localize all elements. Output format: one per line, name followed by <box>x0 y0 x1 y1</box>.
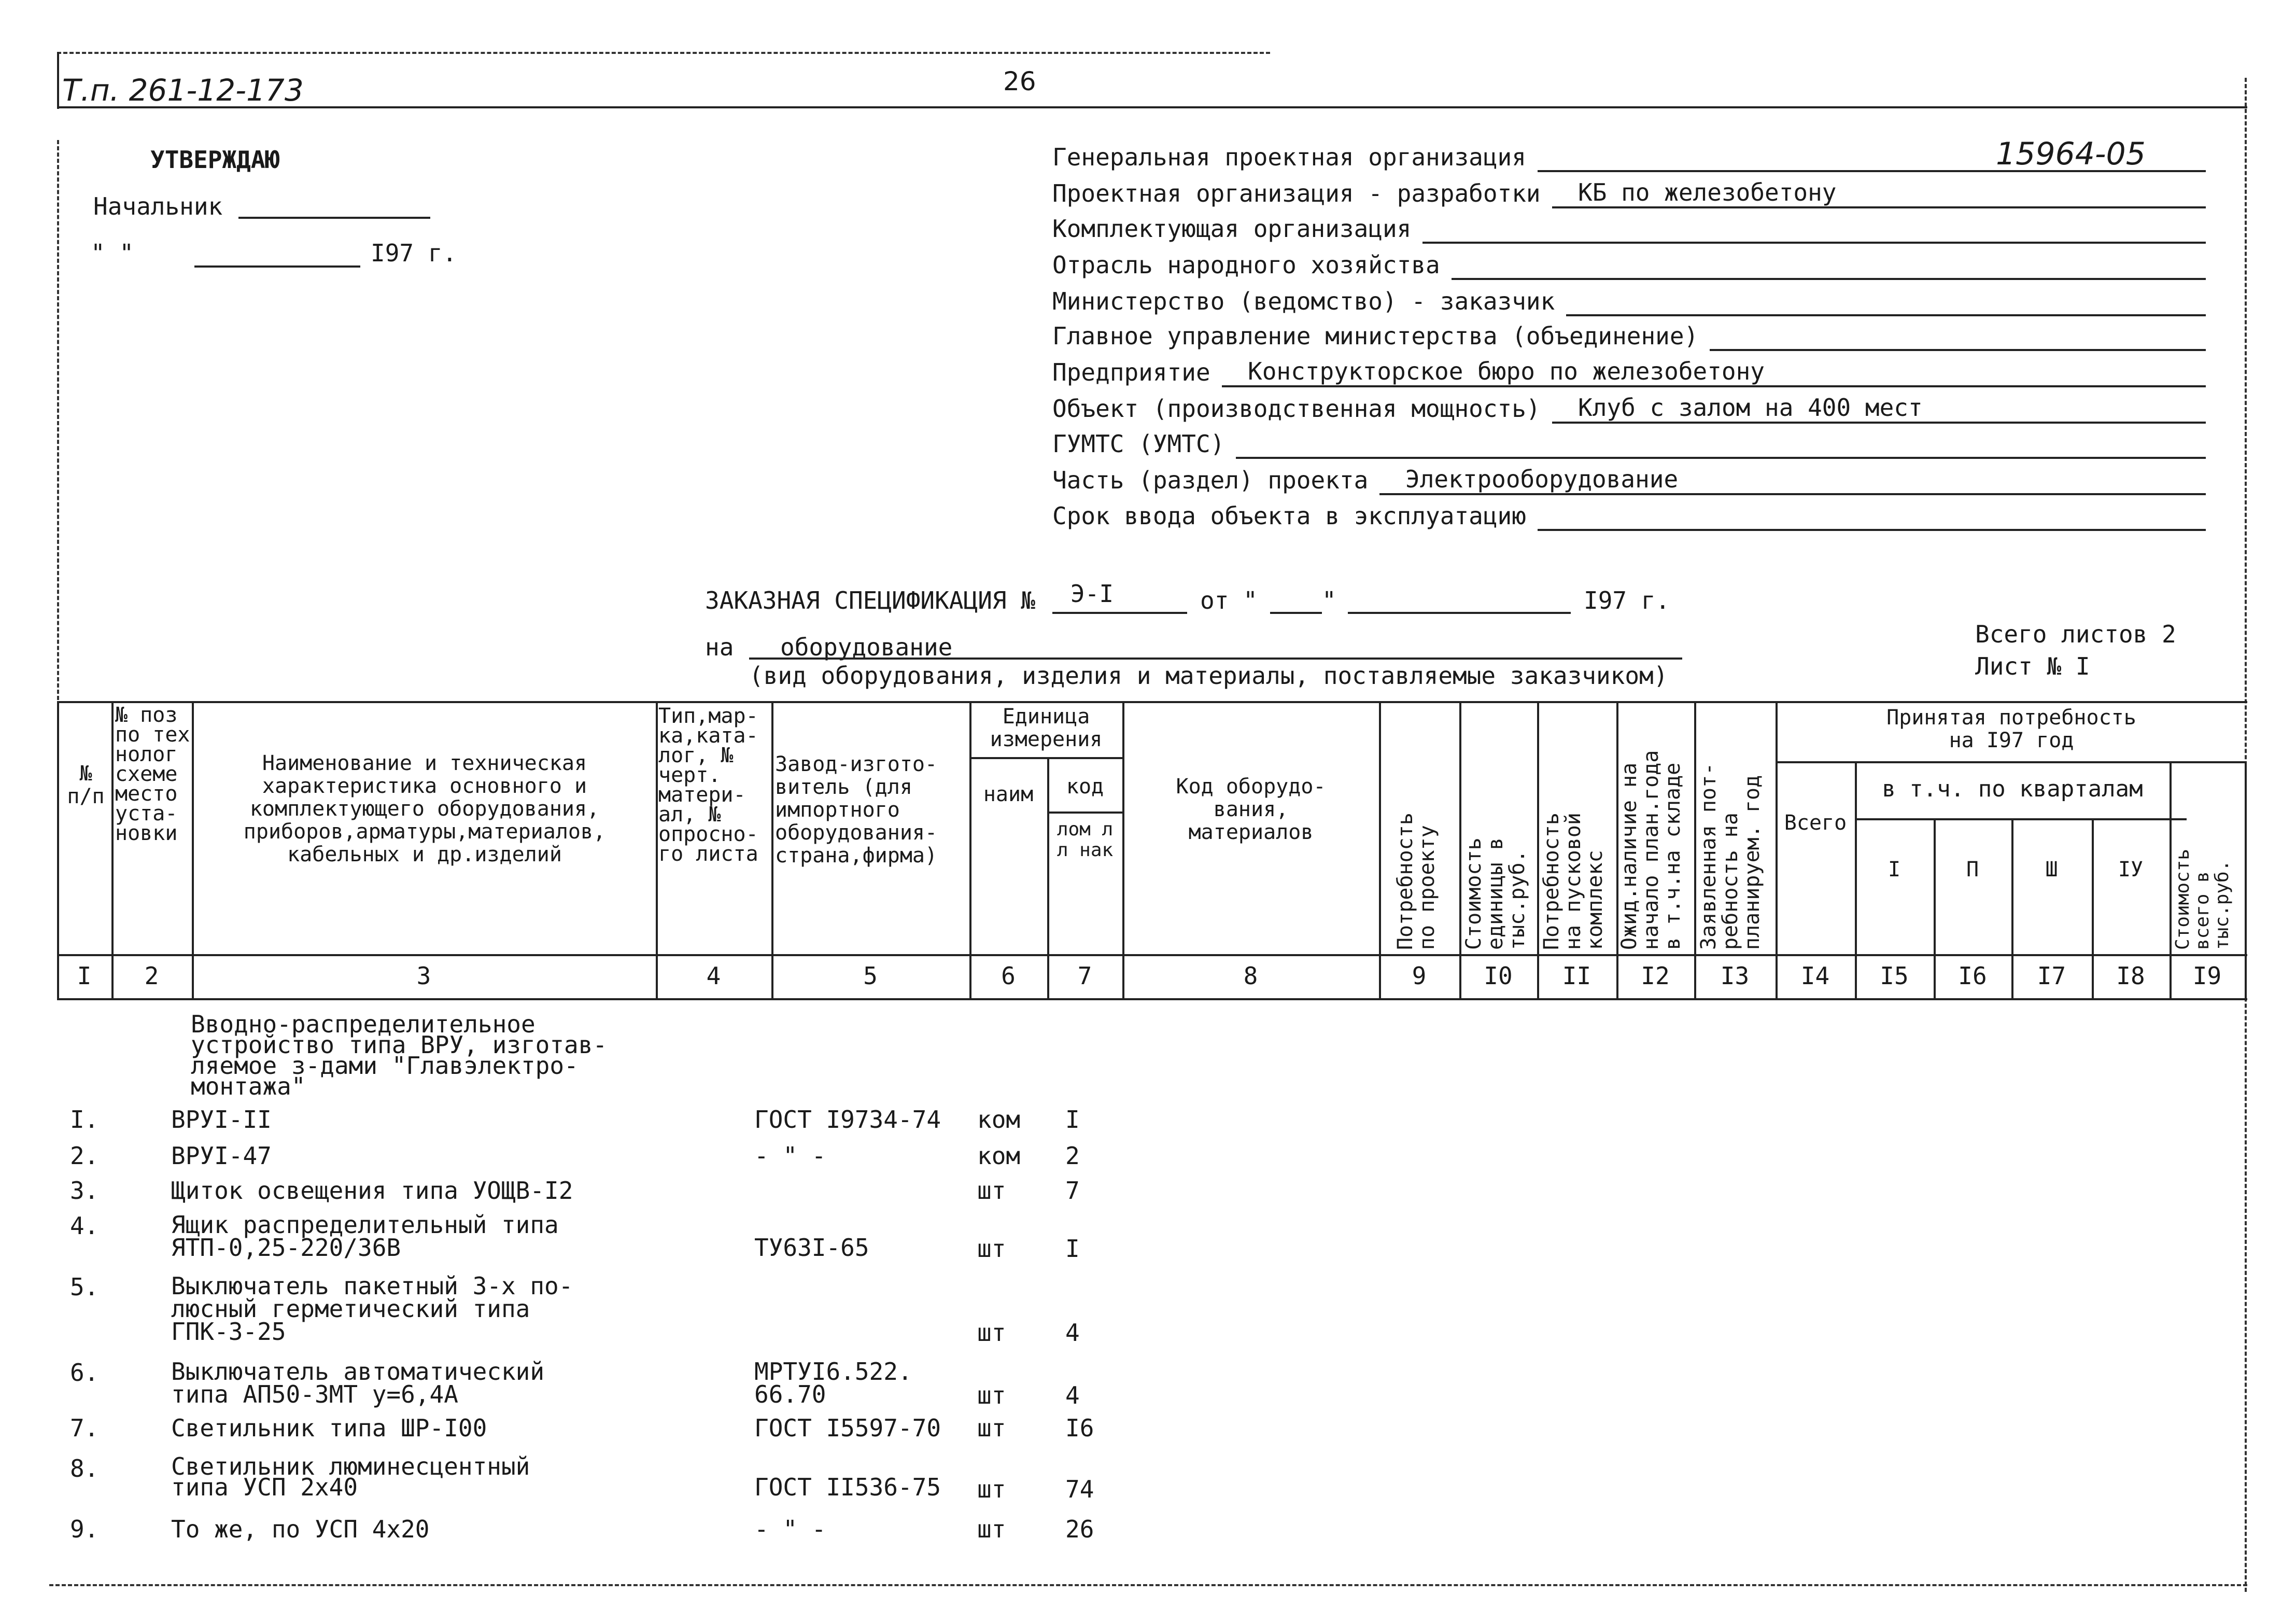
spec-number: Э-I <box>1070 580 1114 608</box>
v3 <box>656 701 658 998</box>
row-number: I. <box>70 1106 99 1134</box>
column-number: 6 <box>1001 962 1016 990</box>
spec-from-label: от " <box>1200 586 1258 614</box>
row-manufacturer: - " - <box>754 1515 826 1543</box>
row-name: ВРУI-47 <box>171 1142 272 1170</box>
header-total: Всего <box>1784 811 1847 835</box>
page-number: 26 <box>1003 66 1036 96</box>
row-quantity: I <box>1065 1106 1080 1134</box>
row-number: 5. <box>70 1273 99 1301</box>
header-need-startup: Потребность на пусковой комплекс <box>1540 813 1607 950</box>
header-unit-code: лом л л нак <box>1057 819 1114 861</box>
row-name: ВРУI-II <box>171 1106 272 1134</box>
row-manufacturer: - " - <box>754 1142 826 1170</box>
header-name: Наименование и техническая характеристика основного и комплектующего оборудования, приборов,арматуры,материалов, кабельных и др.изделий <box>243 751 606 866</box>
row-number: 6. <box>70 1359 99 1387</box>
org-row-value: КБ по железобетону <box>1578 178 1837 206</box>
approval-date-line[interactable] <box>194 265 360 268</box>
spec-month-line[interactable] <box>1348 612 1571 614</box>
org-row-field-line[interactable] <box>1710 349 2206 351</box>
org-row-label: Часть (раздел) проекта <box>1052 466 1369 494</box>
row-unit: шт <box>977 1177 1006 1205</box>
row-name: Ящик распределительный типа ЯТП-0,25-220/36В <box>171 1211 559 1262</box>
header-q3: Ш <box>2045 858 2058 882</box>
top-frame-line <box>57 52 1270 54</box>
row-number: 2. <box>70 1142 99 1170</box>
header-unit-cost: Стоимость единицы в тыс.руб. <box>1462 837 1529 950</box>
code-group-line <box>1047 812 1122 814</box>
org-row-label: Главное управление министерства (объединение) <box>1052 322 1699 350</box>
row-manufacturer: ГОСТ I5597-70 <box>754 1414 941 1442</box>
row-quantity: 4 <box>1065 1381 1080 1409</box>
v12 <box>1694 701 1696 998</box>
column-number: I9 <box>2192 962 2222 990</box>
spec-from-quote: " <box>1322 586 1336 614</box>
v9 <box>1459 701 1461 998</box>
row-quantity: I6 <box>1065 1414 1094 1442</box>
org-row-field-line[interactable] <box>1236 457 2206 459</box>
org-row-field-line[interactable] <box>1452 278 2206 280</box>
spec-equipment-line <box>749 657 1682 660</box>
header-equipment-code: Код оборудо- вания, материалов <box>1176 775 1326 844</box>
chief-label: Начальник <box>93 192 223 220</box>
org-row-value: Клуб с залом на 400 мест <box>1578 394 1923 422</box>
column-number: I0 <box>1484 962 1513 990</box>
col-numbers-bottom-line <box>57 998 2247 1000</box>
header-accepted-need: Принятая потребность на I97 год <box>1886 706 2136 752</box>
row-number: 4. <box>70 1212 99 1240</box>
column-number: 3 <box>416 962 431 990</box>
org-row-label: Министерство (ведомство) - заказчик <box>1052 287 1555 315</box>
org-row-value: Электрооборудование <box>1405 465 1679 493</box>
bottom-frame-line <box>49 1584 2247 1586</box>
org-row-label: Объект (производственная мощность) <box>1052 395 1541 423</box>
approval-date-quotes: " " <box>91 239 134 267</box>
org-row-label: Срок ввода объекта в эксплуатацию <box>1052 502 1526 530</box>
column-number: I5 <box>1880 962 1909 990</box>
v19 <box>2245 761 2247 998</box>
column-number: 7 <box>1077 962 1092 990</box>
column-number: I3 <box>1720 962 1750 990</box>
row-quantity: 26 <box>1065 1515 1094 1543</box>
org-row-field-line[interactable] <box>1538 529 2206 531</box>
column-number: 4 <box>706 962 721 990</box>
registration-number: 15964-05 <box>1996 136 2146 172</box>
row-manufacturer: ГОСТ II536-75 <box>754 1473 941 1501</box>
org-row-field-line[interactable] <box>1538 170 2206 172</box>
spec-equipment: оборудование <box>780 633 953 661</box>
approval-title: УТВЕРЖДАЮ <box>150 146 280 174</box>
row-quantity: I <box>1065 1235 1080 1263</box>
row-quantity: 7 <box>1065 1177 1080 1205</box>
accepted-group-line <box>1776 761 2245 763</box>
v8 <box>1379 701 1381 998</box>
stamp-left-line <box>57 52 59 109</box>
header-quarters-group: в т.ч. по кварталам <box>1882 776 2143 802</box>
row-number: 9. <box>70 1515 99 1543</box>
org-row-label: Предприятие <box>1052 358 1210 386</box>
row-number: 7. <box>70 1414 99 1442</box>
v10 <box>1537 701 1539 998</box>
row-unit: шт <box>977 1414 1006 1442</box>
row-name: Выключатель автоматический типа АП50-3МТ у=6,4А <box>171 1358 545 1408</box>
spec-day-line[interactable] <box>1270 612 1322 614</box>
header-bottom-line <box>57 954 2247 956</box>
spec-equipment-hint: (вид оборудования, изделия и материалы, поставляемые заказчиком) <box>749 662 1668 690</box>
org-row-field-line[interactable] <box>1222 385 2206 387</box>
column-number: 5 <box>863 962 878 990</box>
org-row-label: Отрасль народного хозяйства <box>1052 251 1440 279</box>
row-quantity: 74 <box>1065 1475 1094 1503</box>
header-type: Тип,мар- ка,ката- лог, № черт. матери- ал, № опросно- го листа <box>658 704 758 866</box>
spec-title: ЗАКАЗНАЯ СПЕЦИФИКАЦИЯ № <box>705 586 1035 614</box>
org-row-field-line[interactable] <box>1552 206 2206 208</box>
approval-year: I97 г. <box>371 239 457 267</box>
spec-on-label: на <box>705 633 734 661</box>
unit-group-line <box>969 757 1122 759</box>
column-number: I7 <box>2037 962 2066 990</box>
row-name: Выключатель пакетный 3-х по- люсный герметический типа ГПК-3-25 <box>171 1272 573 1346</box>
row-name: Светильник типа ШР-I00 <box>171 1414 487 1442</box>
column-number: 8 <box>1243 962 1258 990</box>
row-manufacturer: ГОСТ I9734-74 <box>754 1106 941 1134</box>
org-row-label: Генеральная проектная организация <box>1052 143 1526 171</box>
row-unit: шт <box>977 1381 1006 1409</box>
header-manufacturer: Завод-изгото- витель (для импортного оборудования- страна,фирма) <box>775 752 938 868</box>
spec-year: I97 г. <box>1584 586 1670 614</box>
header-q1: I <box>1887 858 1901 882</box>
row-name: Светильник люминесцентный типа УСП 2х40 <box>171 1452 530 1501</box>
row-name: То же, по УСП 4х20 <box>171 1515 430 1543</box>
left-frame-line <box>57 140 59 700</box>
row-number: 8. <box>70 1454 99 1482</box>
group-title: Вводно-распределительное устройство типа ВРУ, изготав- ляемое з-дами "Главэлектро- монтажа" <box>191 1010 608 1100</box>
row-quantity: 4 <box>1065 1319 1080 1347</box>
column-number: I4 <box>1800 962 1830 990</box>
header-need-project: Потребность по проекту <box>1393 813 1439 950</box>
spec-number-line <box>1052 612 1187 614</box>
column-number: 2 <box>144 962 159 990</box>
v2 <box>192 701 194 998</box>
org-row-value: Конструкторское бюро по железобетону <box>1248 357 1765 385</box>
column-number: I <box>77 962 92 990</box>
table-top-line <box>57 701 2247 703</box>
v0 <box>57 701 59 998</box>
header-declared-need: Заявленная пот- ребность на планируем. год <box>1697 762 1764 950</box>
column-number: I8 <box>2116 962 2145 990</box>
row-manufacturer: ТУ63I-65 <box>754 1234 869 1262</box>
doc-code: Т.п. 261-12-173 <box>62 73 304 108</box>
header-unit-group: Единица измерения <box>990 705 1103 751</box>
chief-signature-line[interactable] <box>238 217 430 219</box>
row-unit: ком <box>977 1106 1021 1134</box>
header-code-group: код <box>1066 775 1104 799</box>
org-row-field-line[interactable] <box>1566 314 2206 316</box>
v13 <box>1776 701 1778 998</box>
total-sheets: Всего листов 2 <box>1975 620 2176 648</box>
quarters-group-line <box>1855 818 2187 820</box>
org-row-field-line[interactable] <box>1379 493 2206 495</box>
column-number: I6 <box>1958 962 1987 990</box>
org-row-field-line[interactable] <box>1552 422 2206 424</box>
sheet-number: Лист № I <box>1975 652 2090 680</box>
org-row-field-line[interactable] <box>1422 242 2206 244</box>
row-unit: шт <box>977 1515 1006 1543</box>
stamp-bottom-line <box>57 106 2247 108</box>
org-row-label: Комплектующая организация <box>1052 215 1412 243</box>
column-number: II <box>1562 962 1591 990</box>
row-unit: шт <box>977 1475 1006 1503</box>
header-unit-name: наим <box>983 782 1034 806</box>
header-position: № поз по тех нолог схеме место уста- новки <box>115 703 190 845</box>
row-unit: шт <box>977 1319 1006 1347</box>
v4 <box>771 701 773 998</box>
header-npp: № п/п <box>67 762 105 808</box>
row-unit: шт <box>977 1235 1006 1263</box>
row-name: Щиток освещения типа УОЩВ-I2 <box>171 1177 573 1205</box>
row-quantity: 2 <box>1065 1142 1080 1170</box>
header-total-cost: Стоимость всего в тыс.руб. <box>2172 848 2233 950</box>
row-manufacturer: МРТУI6.522. 66.70 <box>754 1358 912 1408</box>
org-row-label: ГУМТС (УМТС) <box>1052 430 1225 458</box>
v1 <box>111 701 114 998</box>
header-q2: П <box>1966 858 1979 882</box>
row-number: 3. <box>70 1177 99 1205</box>
row-unit: ком <box>977 1142 1021 1170</box>
column-number: 9 <box>1412 962 1427 990</box>
v7 <box>1122 701 1124 998</box>
org-row-label: Проектная организация - разработки <box>1052 179 1541 207</box>
header-expected-stock: Ожид.наличие на начало план.года в т.ч.на складе <box>1617 750 1685 950</box>
column-number: I2 <box>1641 962 1670 990</box>
header-q4: IУ <box>2118 858 2144 882</box>
